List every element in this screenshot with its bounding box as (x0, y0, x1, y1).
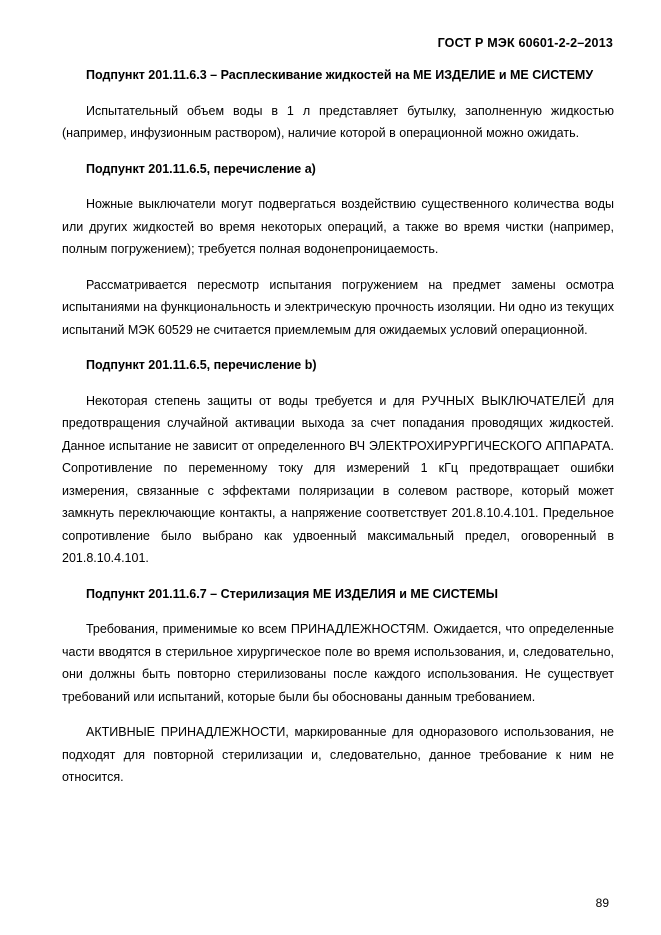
paragraph: Требования, применимые ко всем ПРИНАДЛЕЖНОСТЯМ. Ожидается, что определенные части вводятся в стерильное хирургическое поле во время использования, и, следовательно, они должны быть повторно стерилизованы после каждого использования. Не существует требований или испытаний, которые были бы обоснованы данным требованием. (62, 622, 614, 704)
paragraph: Рассматривается пересмотр испытания погружением на предмет замены осмотра испытаниями на функциональность и электрическую прочность изоляции. Ни одно из текущих испытаний МЭК 60529 не считается приемлемым для ожидаемых условий операционной. (62, 277, 614, 337)
paragraph: Некоторая степень защиты от воды требуется и для РУЧНЫХ ВЫКЛЮЧАТЕЛЕЙ для предотвращения случайной активации выхода за счет попадания проводящих жидкостей. Данное испытание не зависит от определенного ВЧ ЭЛЕКТРОХИРУРГИЧЕСКОГО АППАРАТА. Сопротивление по переменному току для измерений 1 кГц предотвращает ошибки измерения, связанные с эффектами поляризации в солевом растворе, который может замкнуть переключающие контакты, а напряжение соответствует 201.8.10.4.101. Предельное сопротивление было выбрано как удвоенный максимальный предел, оговоренный в 201.8.10.4.101. (62, 393, 614, 565)
section-heading: Подпункт 201.11.6.5, перечисление b) (86, 358, 317, 372)
document-code: ГОСТ Р МЭК 60601-2-2–2013 (437, 36, 613, 50)
section-heading: Подпункт 201.11.6.3 – Расплескивание жидкостей на МЕ ИЗДЕЛИЕ и МЕ СИСТЕМУ (86, 68, 594, 82)
document-body (62, 64, 614, 802)
section-heading: Подпункт 201.11.6.5, перечисление а) (86, 161, 316, 176)
paragraph: Ножные выключатели могут подвергаться воздействию существенного количества воды или других жидкостей во время некоторых операций, а также во время чистки (например, полным погружением); требуется полная водонепроницаемость. (62, 197, 614, 256)
page-number: 89 (595, 896, 609, 910)
paragraph: АКТИВНЫЕ ПРИНАДЛЕЖНОСТИ, маркированные для одноразового использования, не подходят для повторной стерилизации и, следовательно, данное требование к ним не относится. (62, 725, 614, 784)
paragraph: Испытательный объем воды в 1 л представляет бутылку, заполненную жидкостью (например, инфузионным раствором), наличие которой в операционной можно ожидать. (62, 103, 614, 140)
section-heading: Подпункт 201.11.6.7 – Стерилизация МЕ ИЗДЕЛИЯ и МЕ СИСТЕМЫ (86, 586, 498, 601)
